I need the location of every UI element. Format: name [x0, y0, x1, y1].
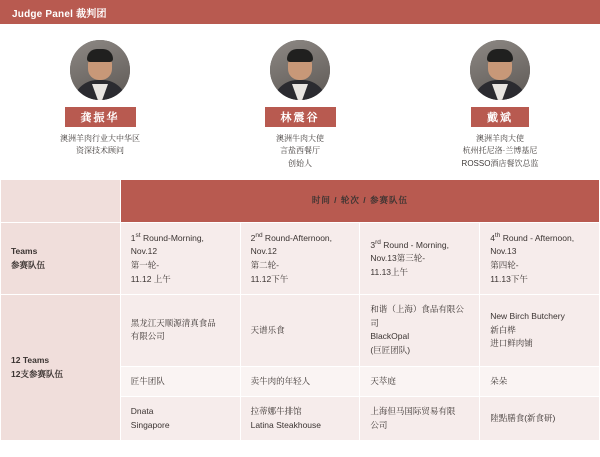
team-cell	[360, 295, 480, 366]
team-line: Latina Steakhouse	[250, 419, 322, 430]
judge-avatar	[270, 40, 330, 100]
team-line: 新白桦	[490, 324, 516, 335]
banner-spacer-cell	[1, 180, 121, 223]
team-cell	[240, 295, 360, 366]
team-line: 朵朵	[490, 375, 508, 386]
round-title-cn: 第四轮-	[490, 260, 519, 271]
team-cell	[480, 295, 600, 366]
team-line: New Birch Butchery	[490, 311, 565, 321]
judge-card	[210, 40, 390, 170]
team-line: 天谱乐食	[250, 324, 285, 335]
judge-name: 林震谷	[265, 107, 336, 127]
round-cell	[240, 223, 360, 295]
judge-role-line: 澳洲羊肉行业大中华区	[60, 134, 140, 143]
team-cell	[120, 295, 240, 366]
judge-name-badge	[10, 107, 190, 127]
judge-avatar	[470, 40, 530, 100]
judge-role-line: 创始人	[288, 158, 312, 168]
team-line: 匠牛团队	[130, 375, 165, 386]
team-cell	[240, 366, 360, 397]
team-cell	[120, 397, 240, 441]
row-label-line: 12支参赛队伍	[11, 368, 63, 379]
team-cell	[360, 366, 480, 397]
row-label-line: 12 Teams	[11, 355, 50, 366]
team-line: 黑龙江天顺源清真食品	[130, 317, 216, 328]
team-line: BlackOpal	[370, 331, 410, 342]
round-cell	[120, 223, 240, 295]
team-line: 拉蒂娜牛排馆	[250, 406, 302, 417]
table-row	[1, 295, 600, 366]
schedule-table	[0, 179, 600, 441]
round-cell	[360, 223, 480, 295]
round-title-en: 2nd Round-Afternoon,	[250, 232, 333, 243]
row-label-line: 参赛队伍	[11, 259, 46, 270]
judge-name: 戴斌	[471, 107, 529, 127]
round-title-en: 3rd Round - Morning,	[370, 238, 449, 250]
round-title-en: 1st Round-Morning,	[130, 232, 204, 243]
judge-role	[210, 133, 390, 170]
round-date-cn-mixed: Nov.13第三轮-	[370, 253, 426, 264]
team-line: Singapore	[130, 419, 170, 430]
team-line: 上海但马国际贸易有限	[370, 406, 456, 417]
team-line: 有限公司	[130, 331, 165, 342]
table-banner: 时间 / 轮次 / 参赛队伍	[120, 180, 599, 223]
round-date-en: Nov.12	[130, 246, 158, 257]
round-date-cn: 11.12 上午	[130, 273, 171, 284]
team-line: 陸點膳食(新食研)	[490, 412, 556, 423]
judge-role-line: 资深技术顾问	[76, 146, 124, 156]
judge-name: 龚振华	[65, 107, 136, 127]
judge-name-badge	[210, 107, 390, 127]
team-line: 天萃庭	[370, 375, 396, 386]
table-banner-row	[1, 180, 600, 223]
team-line: 公司	[370, 419, 388, 430]
team-line: (巨匠团队)	[370, 344, 411, 355]
judges-strip	[0, 24, 600, 179]
round-title-en: 4th Round - Afternoon,	[490, 232, 575, 243]
rounds-row	[1, 223, 600, 295]
team-cell	[360, 397, 480, 441]
row-label-line: Teams	[11, 246, 38, 256]
judge-role-line: ROSSO酒店餐饮总监	[461, 158, 539, 168]
team-line: 进口鲜肉铺	[490, 338, 533, 349]
round-date-cn: 11.12下午	[250, 273, 289, 284]
page-title: Judge Panel 裁判团	[12, 8, 107, 20]
round-date-en: Nov.12	[250, 246, 277, 257]
team-line: 和谐（上海）食品有限公司	[370, 304, 464, 328]
page-header	[0, 0, 600, 24]
judge-name-badge	[410, 107, 590, 127]
judge-card	[10, 40, 190, 158]
judge-role-line: 澳洲羊肉大使	[476, 134, 524, 143]
team-cell	[480, 366, 600, 397]
judge-role-line: 澳洲牛肉大使	[276, 134, 324, 143]
judge-role-line: 言盐西餐厅	[280, 146, 320, 156]
team-line: 卖牛肉的年轻人	[250, 375, 311, 386]
team-line: Dnata	[130, 406, 154, 417]
row-label-team-count	[1, 295, 121, 441]
judge-role	[410, 133, 590, 170]
judge-role	[10, 133, 190, 158]
round-title-cn: 第二轮-	[250, 260, 279, 271]
team-cell	[240, 397, 360, 441]
round-date-en: Nov.13	[490, 246, 517, 257]
judge-avatar	[70, 40, 130, 100]
team-cell	[120, 366, 240, 397]
judge-card	[410, 40, 590, 170]
team-cell	[480, 397, 600, 441]
round-title-cn: 第一轮-	[130, 260, 160, 271]
round-date-cn: 11.13下午	[490, 273, 528, 284]
round-cell	[480, 223, 600, 295]
row-label-teams	[1, 223, 121, 295]
judge-role-line: 杭州托尼洛·兰博基尼	[462, 146, 538, 156]
round-date-cn: 11.13上午	[370, 266, 409, 277]
